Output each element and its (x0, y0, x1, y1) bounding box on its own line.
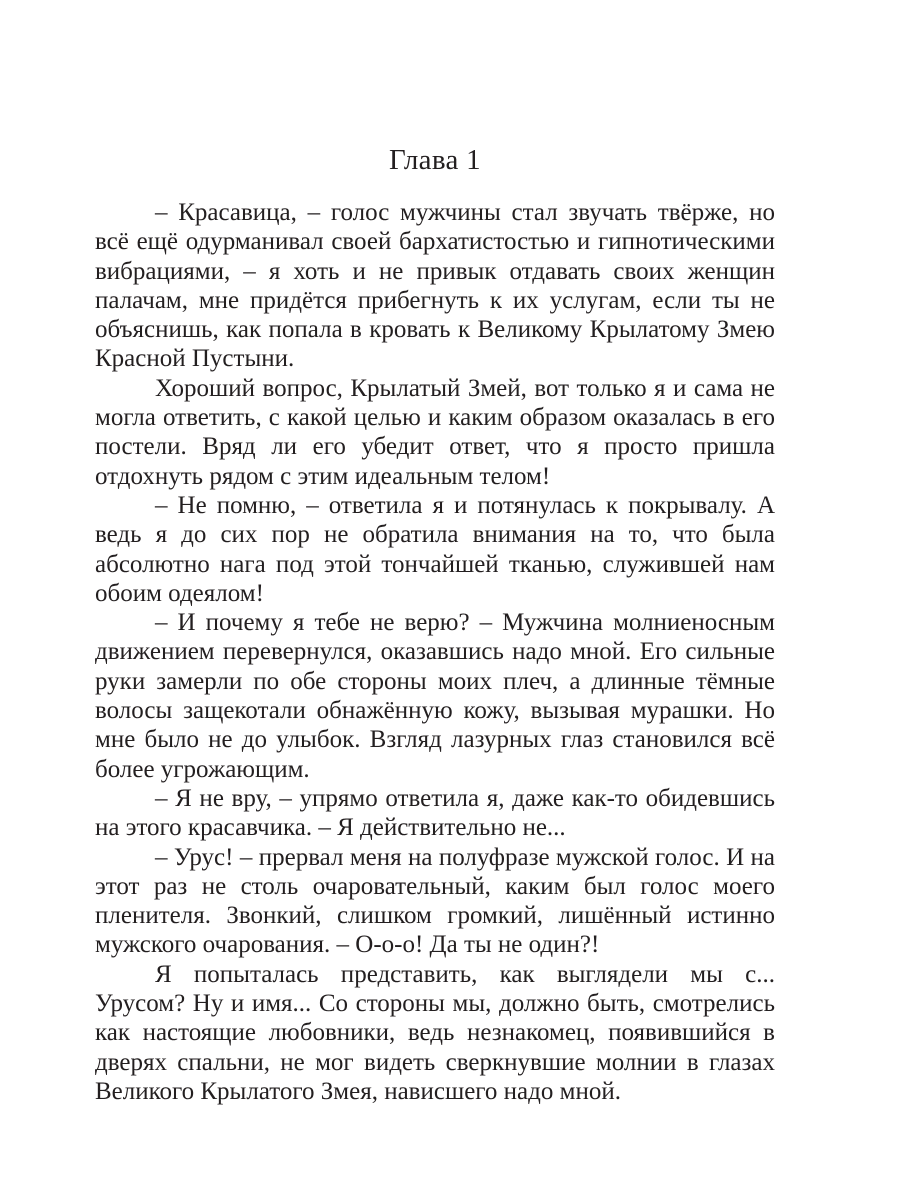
chapter-title: Глава 1 (389, 144, 481, 176)
paragraph-1: – Красавица, – голос мужчины стал звучать твёрже, но всё ещё одурманивал своей бархатистостью и гипнотическими вибрациями, – я хоть и не привык отдавать своих женщин палачам, мне придётся прибегнуть к их услугам, если ты не объяснишь, как попала в кровать к Великому Крылатому Змею Красной Пустыни. (95, 199, 775, 373)
paragraph-4: – И почему я тебе не верю? – Мужчина молниеносным движением перевернулся, оказавшись надо мной. Его сильные руки замерли по обе стороны моих плеч, а длинные тёмные волосы защекотали обнажённую кожу, вызывая мурашки. Но мне было не до улыбок. Взгляд лазурных глаз становился всё более угрожающим. (95, 609, 775, 783)
paragraph-7: Я попыталась представить, как выглядели мы с... Урусом? Ну и имя... Со стороны мы, должно быть, смотрелись как настоящие любовники, ведь незнакомец, появившийся в дверях спальни, не мог видеть сверкнувшие молнии в глазах Великого Крылатого Змея, нависшего надо мной. (95, 960, 775, 1105)
paragraph-6: – Урус! – прервал меня на полуфразе мужской голос. И на этот раз не столь очаровательный, каким был голос моего пленителя. Звонкий, слишком громкий, лишённый истинно мужского очарования. – О-о-о! Да ты не один?! (95, 843, 775, 959)
paragraph-5: – Я не вру, – упрямо ответила я, даже как-то обидевшись на этого красавчика. – Я действительно не... (95, 784, 775, 842)
chapter-text (95, 198, 775, 1106)
paragraph-3: – Не помню, – ответила я и потянулась к покрывалу. А ведь я до сих пор не обратила внимания на то, что была абсолютно нага под этой тончайшей тканью, служившей нам обоим одеялом! (95, 491, 775, 607)
paragraph-2: Хороший вопрос, Крылатый Змей, вот только я и сама не могла ответить, с какой целью и каким образом оказалась в его постели. Вряд ли его убедит ответ, что я просто пришла отдохнуть рядом с этим идеальным телом! (95, 374, 775, 490)
